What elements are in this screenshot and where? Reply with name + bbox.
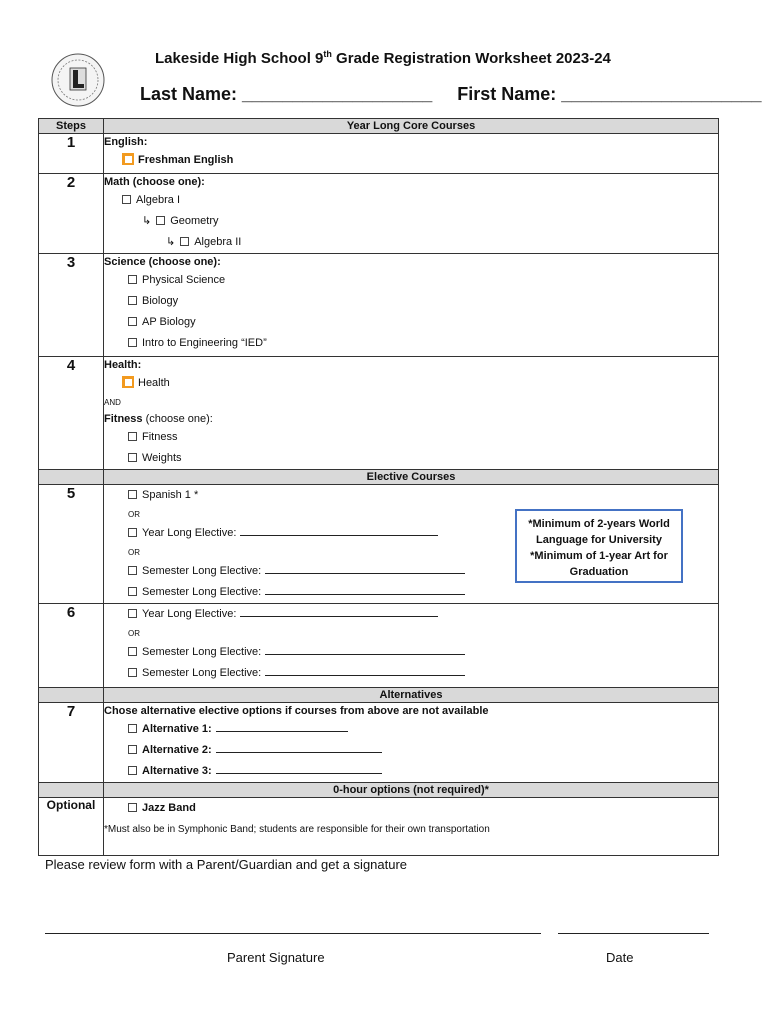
alternatives-header-spacer	[39, 688, 104, 703]
checkbox-icon[interactable]	[128, 275, 137, 284]
blank-line[interactable]	[265, 644, 465, 655]
optional-label: Optional	[39, 798, 104, 856]
step-4-health-fitness	[104, 357, 719, 470]
year-long-elective-option[interactable]: Year Long Elective:	[104, 523, 718, 544]
algebra-2-option[interactable]: ↳ Algebra II	[104, 232, 718, 253]
jazz-band-option[interactable]: Jazz Band	[104, 798, 718, 819]
date-label: Date	[606, 950, 634, 965]
checked-checkbox-icon[interactable]	[122, 153, 134, 165]
or-label: OR	[128, 629, 140, 638]
checkbox-icon[interactable]	[180, 237, 189, 246]
checkbox-icon[interactable]	[128, 724, 137, 733]
last-name-field[interactable]: Last Name: ___________________	[140, 84, 433, 104]
step-number: 7	[39, 703, 104, 783]
step-number: 4	[39, 357, 104, 470]
step-number: 1	[39, 134, 104, 174]
step-number: 3	[39, 254, 104, 357]
or-label: OR	[128, 510, 140, 519]
school-seal-logo	[50, 52, 106, 108]
checkbox-icon[interactable]	[128, 453, 137, 462]
checkbox-icon[interactable]	[128, 296, 137, 305]
fitness-heading: Fitness (choose one):	[104, 413, 213, 425]
physical-science-option[interactable]: Physical Science	[104, 270, 718, 291]
checkbox-icon[interactable]	[128, 803, 137, 812]
arrow-icon: ↳	[166, 236, 176, 248]
review-instruction: Please review form with a Parent/Guardian and get a signature	[45, 857, 408, 872]
elective-header-spacer	[39, 470, 104, 485]
page-title: Lakeside High School 9th Grade Registration Worksheet 2023-24	[155, 49, 611, 67]
blank-line[interactable]	[240, 606, 438, 617]
ap-biology-option[interactable]: AP Biology	[104, 312, 718, 333]
blank-line[interactable]	[265, 563, 465, 574]
step-number: 5	[39, 485, 104, 604]
checkbox-icon[interactable]	[122, 195, 131, 204]
core-courses-header: Year Long Core Courses	[104, 119, 719, 134]
optional-jazz-band	[104, 798, 719, 856]
name-fields	[140, 84, 762, 105]
health-heading: Health:	[104, 359, 142, 371]
fitness-option[interactable]: Fitness	[104, 427, 718, 448]
semester-elective-option[interactable]: Semester Long Elective:	[104, 561, 718, 582]
checkbox-icon[interactable]	[156, 216, 165, 225]
health-option[interactable]: Health	[104, 373, 718, 394]
checked-checkbox-icon[interactable]	[122, 376, 134, 388]
intro-engineering-option[interactable]: Intro to Engineering “IED”	[104, 333, 718, 354]
checkbox-icon[interactable]	[128, 566, 137, 575]
weights-option[interactable]: Weights	[104, 448, 718, 469]
blank-line[interactable]	[265, 665, 465, 676]
and-label: AND	[104, 398, 121, 407]
alternative-3-option[interactable]: Alternative 3:	[104, 761, 718, 782]
freshman-english-option[interactable]: Freshman English	[104, 150, 718, 171]
blank-line[interactable]	[265, 584, 465, 595]
alternatives-instructions: Chose alternative elective options if courses from above are not available	[104, 705, 489, 717]
checkbox-icon[interactable]	[128, 745, 137, 754]
checkbox-icon[interactable]	[128, 338, 137, 347]
arrow-icon: ↳	[142, 215, 152, 227]
registration-table	[38, 118, 719, 856]
algebra-1-option[interactable]: Algebra I	[104, 190, 718, 211]
checkbox-icon[interactable]	[128, 647, 137, 656]
semester-elective-option[interactable]: Semester Long Elective:	[104, 642, 718, 663]
step-number: 2	[39, 174, 104, 254]
year-long-elective-option[interactable]: Year Long Elective:	[104, 604, 718, 625]
zero-hour-header-spacer	[39, 783, 104, 798]
jazz-band-note: *Must also be in Symphonic Band; students are responsible for their own transportation	[104, 824, 490, 835]
parent-signature-label: Parent Signature	[227, 950, 325, 965]
blank-line[interactable]	[216, 721, 348, 732]
math-heading: Math (choose one):	[104, 176, 205, 188]
parent-signature-line[interactable]	[45, 933, 541, 934]
checkbox-icon[interactable]	[128, 587, 137, 596]
step-7-alternatives	[104, 703, 719, 783]
semester-elective-option[interactable]: Semester Long Elective:	[104, 663, 718, 684]
date-line[interactable]	[558, 933, 709, 934]
alternatives-header: Alternatives	[104, 688, 719, 703]
alternative-2-option[interactable]: Alternative 2:	[104, 740, 718, 761]
checkbox-icon[interactable]	[128, 609, 137, 618]
step-number: 6	[39, 604, 104, 688]
blank-line[interactable]	[216, 763, 382, 774]
spanish-1-option[interactable]: Spanish 1 *	[104, 485, 718, 506]
step-3-science	[104, 254, 719, 357]
checkbox-icon[interactable]	[128, 528, 137, 537]
zero-hour-header: 0-hour options (not required)*	[104, 783, 719, 798]
semester-elective-option[interactable]: Semester Long Elective:	[104, 582, 718, 603]
elective-courses-header: Elective Courses	[104, 470, 719, 485]
requirements-note: *Minimum of 2-years World Language for University *Minimum of 1-year Art for Graduation	[515, 509, 683, 583]
geometry-option[interactable]: ↳ Geometry	[104, 211, 718, 232]
checkbox-icon[interactable]	[128, 766, 137, 775]
step-6-electives	[104, 604, 719, 688]
checkbox-icon[interactable]	[128, 668, 137, 677]
or-label: OR	[128, 548, 140, 557]
checkbox-icon[interactable]	[128, 317, 137, 326]
step-1-english	[104, 134, 719, 174]
checkbox-icon[interactable]	[128, 432, 137, 441]
step-2-math	[104, 174, 719, 254]
blank-line[interactable]	[240, 525, 438, 536]
alternative-1-option[interactable]: Alternative 1:	[104, 719, 718, 740]
science-heading: Science (choose one):	[104, 256, 221, 268]
blank-line[interactable]	[216, 742, 382, 753]
english-heading: English:	[104, 136, 148, 148]
checkbox-icon[interactable]	[128, 490, 137, 499]
steps-column-header: Steps	[39, 119, 104, 134]
first-name-field[interactable]: First Name: ____________________	[457, 84, 762, 104]
biology-option[interactable]: Biology	[104, 291, 718, 312]
